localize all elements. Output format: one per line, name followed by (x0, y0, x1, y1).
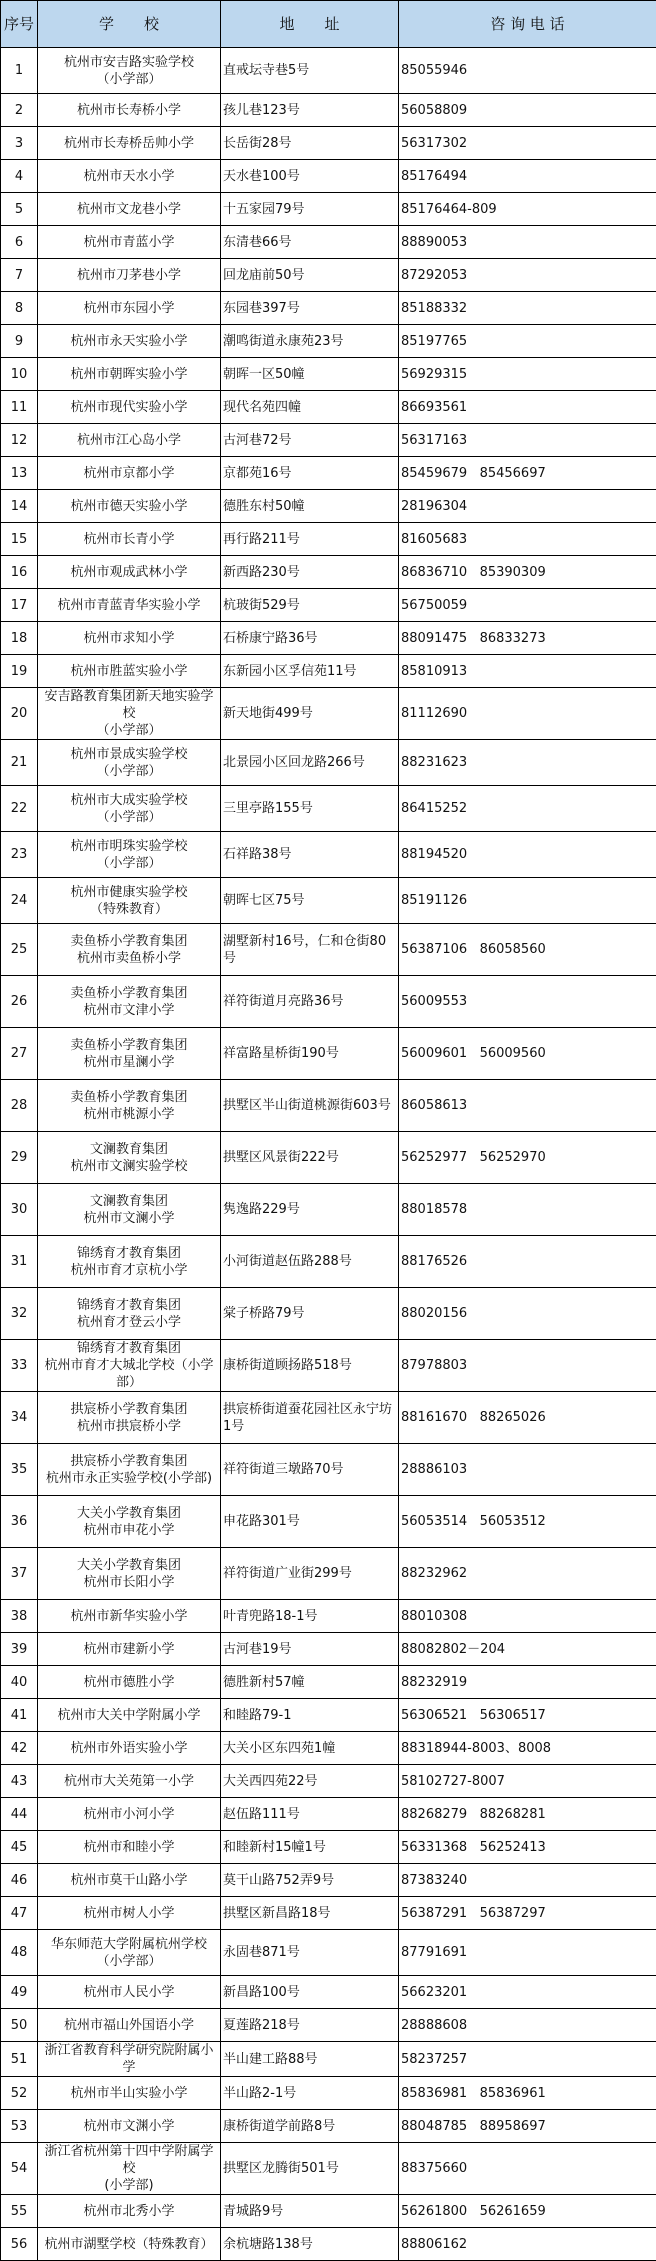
school-name: 大关小学教育集团 杭州市申花小学 (38, 1496, 221, 1548)
school-address: 朝晖一区50幢 (221, 358, 399, 391)
table-row (1, 1798, 656, 1831)
table-row (1, 924, 656, 976)
school-phone: 85176494 (399, 160, 656, 193)
school-name: 杭州市大关中学附属小学 (38, 1699, 221, 1732)
school-name: 杭州市青蓝青华实验小学 (38, 589, 221, 622)
school-phone: 56623201 (399, 1976, 656, 2009)
row-number: 10 (1, 358, 38, 391)
school-address: 东清巷66号 (221, 226, 399, 259)
row-number: 31 (1, 1236, 38, 1288)
table-body (1, 48, 656, 2261)
school-phone: 85197765 (399, 325, 656, 358)
row-number: 11 (1, 391, 38, 424)
school-name: 大关小学教育集团 杭州市长阳小学 (38, 1548, 221, 1600)
table-row (1, 1236, 656, 1288)
table-row (1, 1392, 656, 1444)
row-number: 23 (1, 832, 38, 878)
school-name: 杭州市京都小学 (38, 457, 221, 490)
school-address: 东新园小区孚信苑11号 (221, 655, 399, 688)
school-name: 杭州市现代实验小学 (38, 391, 221, 424)
row-number: 47 (1, 1897, 38, 1930)
header-address: 地 址 (221, 1, 399, 48)
table-row (1, 1028, 656, 1080)
row-number: 33 (1, 1340, 38, 1392)
row-number: 27 (1, 1028, 38, 1080)
row-number: 8 (1, 292, 38, 325)
school-name: 杭州市安吉路实验学校 （小学部） (38, 48, 221, 94)
school-phone: 88232919 (399, 1666, 656, 1699)
school-name: 杭州市健康实验学校 （特殊教育） (38, 878, 221, 924)
table-row (1, 1080, 656, 1132)
school-phone: 56317163 (399, 424, 656, 457)
school-name: 杭州市莫干山路小学 (38, 1864, 221, 1897)
school-phone: 87292053 (399, 259, 656, 292)
row-number: 13 (1, 457, 38, 490)
school-name: 杭州市小河小学 (38, 1798, 221, 1831)
school-address: 长岳街28号 (221, 127, 399, 160)
table-row (1, 127, 656, 160)
row-number: 1 (1, 48, 38, 94)
school-address: 小河街道赵伍路288号 (221, 1236, 399, 1288)
school-address: 夏莲路218号 (221, 2009, 399, 2042)
school-name: 安吉路教育集团新天地实验学校 （小学部） (38, 688, 221, 740)
school-phone: 88176526 (399, 1236, 656, 1288)
table-row (1, 1444, 656, 1496)
row-number: 5 (1, 193, 38, 226)
table-row (1, 556, 656, 589)
school-name: 杭州市树人小学 (38, 1897, 221, 1930)
school-address: 大关小区东四苑1幢 (221, 1732, 399, 1765)
row-number: 55 (1, 2195, 38, 2228)
row-number: 37 (1, 1548, 38, 1600)
school-address: 天水巷100号 (221, 160, 399, 193)
table-row (1, 688, 656, 740)
school-name: 杭州市半山实验小学 (38, 2077, 221, 2110)
table-row (1, 391, 656, 424)
row-number: 56 (1, 2228, 38, 2261)
school-address: 京都苑16号 (221, 457, 399, 490)
table-row (1, 1897, 656, 1930)
school-phone: 85191126 (399, 878, 656, 924)
school-phone: 88268279 88268281 (399, 1798, 656, 1831)
row-number: 41 (1, 1699, 38, 1732)
school-address: 古河巷72号 (221, 424, 399, 457)
school-address: 湖墅新村16号，仁和仓街80号 (221, 924, 399, 976)
school-name: 浙江省杭州第十四中学附属学校 (小学部) (38, 2143, 221, 2195)
table-row (1, 1132, 656, 1184)
school-address: 回龙庙前50号 (221, 259, 399, 292)
school-phone: 56058809 (399, 94, 656, 127)
school-address: 拱墅区风景街222号 (221, 1132, 399, 1184)
table-row (1, 292, 656, 325)
row-number: 49 (1, 1976, 38, 2009)
school-name: 卖鱼桥小学教育集团 杭州市卖鱼桥小学 (38, 924, 221, 976)
table-row (1, 622, 656, 655)
school-address: 古河巷19号 (221, 1633, 399, 1666)
school-name: 杭州市新华实验小学 (38, 1600, 221, 1633)
school-name: 杭州市外语实验小学 (38, 1732, 221, 1765)
table-row (1, 1864, 656, 1897)
table-row (1, 193, 656, 226)
table-row (1, 832, 656, 878)
row-number: 14 (1, 490, 38, 523)
row-number: 9 (1, 325, 38, 358)
school-phone: 56929315 (399, 358, 656, 391)
school-phone: 86693561 (399, 391, 656, 424)
school-name: 卖鱼桥小学教育集团 杭州市星澜小学 (38, 1028, 221, 1080)
school-name: 华东师范大学附属杭州学校 （小学部） (38, 1930, 221, 1976)
row-number: 22 (1, 786, 38, 832)
school-phone: 85810913 (399, 655, 656, 688)
table-row (1, 2077, 656, 2110)
table-row (1, 1600, 656, 1633)
table-row (1, 2228, 656, 2261)
school-name: 杭州市大关苑第一小学 (38, 1765, 221, 1798)
row-number: 52 (1, 2077, 38, 2110)
header-phone: 咨 询 电 话 (399, 1, 656, 48)
table-row (1, 1340, 656, 1392)
school-phone: 88161670 88265026 (399, 1392, 656, 1444)
school-address: 直戒坛寺巷5号 (221, 48, 399, 94)
table-row (1, 1765, 656, 1798)
row-number: 53 (1, 2110, 38, 2143)
school-address: 康桥街道顾扬路518号 (221, 1340, 399, 1392)
table-row (1, 878, 656, 924)
row-number: 42 (1, 1732, 38, 1765)
school-phone: 56387291 56387297 (399, 1897, 656, 1930)
school-name: 卖鱼桥小学教育集团 杭州市桃源小学 (38, 1080, 221, 1132)
school-address: 德胜东村50幢 (221, 490, 399, 523)
school-address: 和睦新村15幢1号 (221, 1831, 399, 1864)
school-address: 祥富路星桥街190号 (221, 1028, 399, 1080)
row-number: 44 (1, 1798, 38, 1831)
school-address: 申花路301号 (221, 1496, 399, 1548)
table-row (1, 2110, 656, 2143)
school-phone: 88082802－204 (399, 1633, 656, 1666)
school-phone: 88091475 86833273 (399, 622, 656, 655)
school-phone: 58237257 (399, 2042, 656, 2077)
school-phone: 88020156 (399, 1288, 656, 1340)
table-row (1, 1633, 656, 1666)
school-address: 北景园小区回龙路266号 (221, 740, 399, 786)
table-row (1, 160, 656, 193)
school-name: 杭州市永天实验小学 (38, 325, 221, 358)
school-phone: 88806162 (399, 2228, 656, 2261)
row-number: 20 (1, 688, 38, 740)
table-row (1, 1699, 656, 1732)
row-number: 17 (1, 589, 38, 622)
school-name: 文澜教育集团 杭州市文澜小学 (38, 1184, 221, 1236)
header-row (1, 1, 656, 48)
row-number: 45 (1, 1831, 38, 1864)
row-number: 24 (1, 878, 38, 924)
school-phone: 85176464-809 (399, 193, 656, 226)
school-address: 赵伍路111号 (221, 1798, 399, 1831)
school-address: 拱墅区半山街道桃源街603号 (221, 1080, 399, 1132)
school-phone: 88231623 (399, 740, 656, 786)
school-name: 杭州市文龙巷小学 (38, 193, 221, 226)
table-row (1, 589, 656, 622)
table-row (1, 259, 656, 292)
row-number: 26 (1, 976, 38, 1028)
table-row (1, 226, 656, 259)
table-row (1, 523, 656, 556)
row-number: 40 (1, 1666, 38, 1699)
school-phone: 87383240 (399, 1864, 656, 1897)
school-name: 锦绣育才教育集团 杭州市育才大城北学校（小学部） (38, 1340, 221, 1392)
school-name: 杭州市北秀小学 (38, 2195, 221, 2228)
row-number: 21 (1, 740, 38, 786)
school-phone: 56261800 56261659 (399, 2195, 656, 2228)
school-address: 半山路2-1号 (221, 2077, 399, 2110)
row-number: 28 (1, 1080, 38, 1132)
school-phone: 28886103 (399, 1444, 656, 1496)
table-row (1, 1930, 656, 1976)
school-phone: 56387106 86058560 (399, 924, 656, 976)
table-row (1, 2042, 656, 2077)
school-phone: 86836710 85390309 (399, 556, 656, 589)
school-phone: 88318944-8003、8008 (399, 1732, 656, 1765)
table-row (1, 457, 656, 490)
row-number: 29 (1, 1132, 38, 1184)
school-name: 杭州市长青小学 (38, 523, 221, 556)
row-number: 34 (1, 1392, 38, 1444)
school-phone: 88375660 (399, 2143, 656, 2195)
table-row (1, 424, 656, 457)
school-address: 三里亭路155号 (221, 786, 399, 832)
row-number: 16 (1, 556, 38, 589)
row-number: 51 (1, 2042, 38, 2077)
table-row (1, 1831, 656, 1864)
school-address: 十五家园79号 (221, 193, 399, 226)
row-number: 12 (1, 424, 38, 457)
school-phone: 86415252 (399, 786, 656, 832)
school-address: 现代名苑四幢 (221, 391, 399, 424)
school-address: 和睦路79-1 (221, 1699, 399, 1732)
school-address: 新昌路100号 (221, 1976, 399, 2009)
row-number: 35 (1, 1444, 38, 1496)
school-name: 杭州市长寿桥岳帅小学 (38, 127, 221, 160)
school-address: 大关西四苑22号 (221, 1765, 399, 1798)
table-row (1, 1666, 656, 1699)
school-address: 康桥街道学前路8号 (221, 2110, 399, 2143)
school-name: 拱宸桥小学教育集团 杭州市永正实验学校(小学部) (38, 1444, 221, 1496)
school-phone: 88010308 (399, 1600, 656, 1633)
row-number: 3 (1, 127, 38, 160)
school-address: 半山建工路88号 (221, 2042, 399, 2077)
school-address: 永固巷871号 (221, 1930, 399, 1976)
school-phone: 56053514 56053512 (399, 1496, 656, 1548)
school-address: 隽逸路229号 (221, 1184, 399, 1236)
school-address: 新天地街499号 (221, 688, 399, 740)
school-address: 莫干山路752弄9号 (221, 1864, 399, 1897)
school-phone: 58102727-8007 (399, 1765, 656, 1798)
school-address: 祥符街道三墩路70号 (221, 1444, 399, 1496)
table-row (1, 655, 656, 688)
row-number: 4 (1, 160, 38, 193)
table-row (1, 1732, 656, 1765)
row-number: 36 (1, 1496, 38, 1548)
row-number: 38 (1, 1600, 38, 1633)
header-no: 序号 (1, 1, 38, 48)
table-row (1, 358, 656, 391)
school-address: 德胜新村57幢 (221, 1666, 399, 1699)
school-name: 杭州市和睦小学 (38, 1831, 221, 1864)
school-phone: 88232962 (399, 1548, 656, 1600)
school-phone: 28888608 (399, 2009, 656, 2042)
table-row (1, 786, 656, 832)
school-address: 杭玻街529号 (221, 589, 399, 622)
table-row (1, 1976, 656, 2009)
header-school: 学 校 (38, 1, 221, 48)
school-address: 朝晖七区75号 (221, 878, 399, 924)
school-address: 拱墅区龙腾街501号 (221, 2143, 399, 2195)
table-row (1, 1288, 656, 1340)
table-row (1, 976, 656, 1028)
school-phone: 56252977 56252970 (399, 1132, 656, 1184)
table-row (1, 1548, 656, 1600)
school-phone: 88194520 (399, 832, 656, 878)
school-phone: 56306521 56306517 (399, 1699, 656, 1732)
row-number: 54 (1, 2143, 38, 2195)
school-address: 青城路9号 (221, 2195, 399, 2228)
row-number: 15 (1, 523, 38, 556)
row-number: 43 (1, 1765, 38, 1798)
school-name: 杭州市明珠实验学校 （小学部） (38, 832, 221, 878)
school-name: 杭州市文渊小学 (38, 2110, 221, 2143)
school-name: 文澜教育集团 杭州市文澜实验学校 (38, 1132, 221, 1184)
school-phone: 56750059 (399, 589, 656, 622)
row-number: 30 (1, 1184, 38, 1236)
school-name: 杭州市建新小学 (38, 1633, 221, 1666)
school-phone: 28196304 (399, 490, 656, 523)
school-name: 杭州市青蓝小学 (38, 226, 221, 259)
school-address: 石祥路38号 (221, 832, 399, 878)
school-phone: 87791691 (399, 1930, 656, 1976)
school-address: 东园巷397号 (221, 292, 399, 325)
row-number: 18 (1, 622, 38, 655)
table-row (1, 48, 656, 94)
school-phone: 88048785 88958697 (399, 2110, 656, 2143)
school-address: 再行路211号 (221, 523, 399, 556)
school-address: 新西路230号 (221, 556, 399, 589)
school-address: 棠子桥路79号 (221, 1288, 399, 1340)
school-name: 杭州市胜蓝实验小学 (38, 655, 221, 688)
row-number: 46 (1, 1864, 38, 1897)
school-address: 叶青兜路18-1号 (221, 1600, 399, 1633)
row-number: 25 (1, 924, 38, 976)
school-phone: 85836981 85836961 (399, 2077, 656, 2110)
school-address: 余杭塘路138号 (221, 2228, 399, 2261)
school-phone: 56331368 56252413 (399, 1831, 656, 1864)
school-name: 拱宸桥小学教育集团 杭州市拱宸桥小学 (38, 1392, 221, 1444)
school-phone: 81112690 (399, 688, 656, 740)
school-phone: 56009601 56009560 (399, 1028, 656, 1080)
school-address: 石桥康宁路36号 (221, 622, 399, 655)
school-phone: 56317302 (399, 127, 656, 160)
school-name: 杭州市求知小学 (38, 622, 221, 655)
row-number: 7 (1, 259, 38, 292)
school-address: 孩儿巷123号 (221, 94, 399, 127)
school-name: 杭州市刀茅巷小学 (38, 259, 221, 292)
school-name: 杭州市朝晖实验小学 (38, 358, 221, 391)
school-name: 杭州市景成实验学校 （小学部） (38, 740, 221, 786)
row-number: 32 (1, 1288, 38, 1340)
school-address: 祥符街道广业街299号 (221, 1548, 399, 1600)
school-phone: 87978803 (399, 1340, 656, 1392)
school-name: 杭州市天水小学 (38, 160, 221, 193)
table-row (1, 2009, 656, 2042)
school-name: 锦绣育才教育集团 杭州育才登云小学 (38, 1288, 221, 1340)
row-number: 6 (1, 226, 38, 259)
school-phone: 88018578 (399, 1184, 656, 1236)
school-phone: 56009553 (399, 976, 656, 1028)
school-phone: 81605683 (399, 523, 656, 556)
school-phone: 86058613 (399, 1080, 656, 1132)
school-name: 杭州市德胜小学 (38, 1666, 221, 1699)
school-address: 潮鸣街道永康苑23号 (221, 325, 399, 358)
row-number: 19 (1, 655, 38, 688)
school-name: 杭州市大成实验学校 （小学部） (38, 786, 221, 832)
row-number: 39 (1, 1633, 38, 1666)
school-phone: 85459679 85456697 (399, 457, 656, 490)
school-name: 浙江省教育科学研究院附属小学 (38, 2042, 221, 2077)
school-phone: 85188332 (399, 292, 656, 325)
school-phone: 85055946 (399, 48, 656, 94)
table-row (1, 1496, 656, 1548)
table-row (1, 2195, 656, 2228)
school-name: 杭州市福山外国语小学 (38, 2009, 221, 2042)
school-name: 锦绣育才教育集团 杭州市育才京杭小学 (38, 1236, 221, 1288)
table-row (1, 94, 656, 127)
school-address: 祥符街道月亮路36号 (221, 976, 399, 1028)
school-address: 拱墅区新昌路18号 (221, 1897, 399, 1930)
school-name: 杭州市江心岛小学 (38, 424, 221, 457)
row-number: 50 (1, 2009, 38, 2042)
school-name: 杭州市德天实验小学 (38, 490, 221, 523)
table-row (1, 2143, 656, 2195)
school-name: 杭州市东园小学 (38, 292, 221, 325)
school-phone: 88890053 (399, 226, 656, 259)
school-name: 杭州市人民小学 (38, 1976, 221, 2009)
table-row (1, 490, 656, 523)
school-name: 杭州市长寿桥小学 (38, 94, 221, 127)
table-row (1, 1184, 656, 1236)
school-address: 拱宸桥街道蚕花园社区永宁坊1号 (221, 1392, 399, 1444)
row-number: 2 (1, 94, 38, 127)
school-name: 卖鱼桥小学教育集团 杭州市文津小学 (38, 976, 221, 1028)
table-row (1, 740, 656, 786)
table-row (1, 325, 656, 358)
school-name: 杭州市观成武林小学 (38, 556, 221, 589)
row-number: 48 (1, 1930, 38, 1976)
school-name: 杭州市湖墅学校（特殊教育） (38, 2228, 221, 2261)
